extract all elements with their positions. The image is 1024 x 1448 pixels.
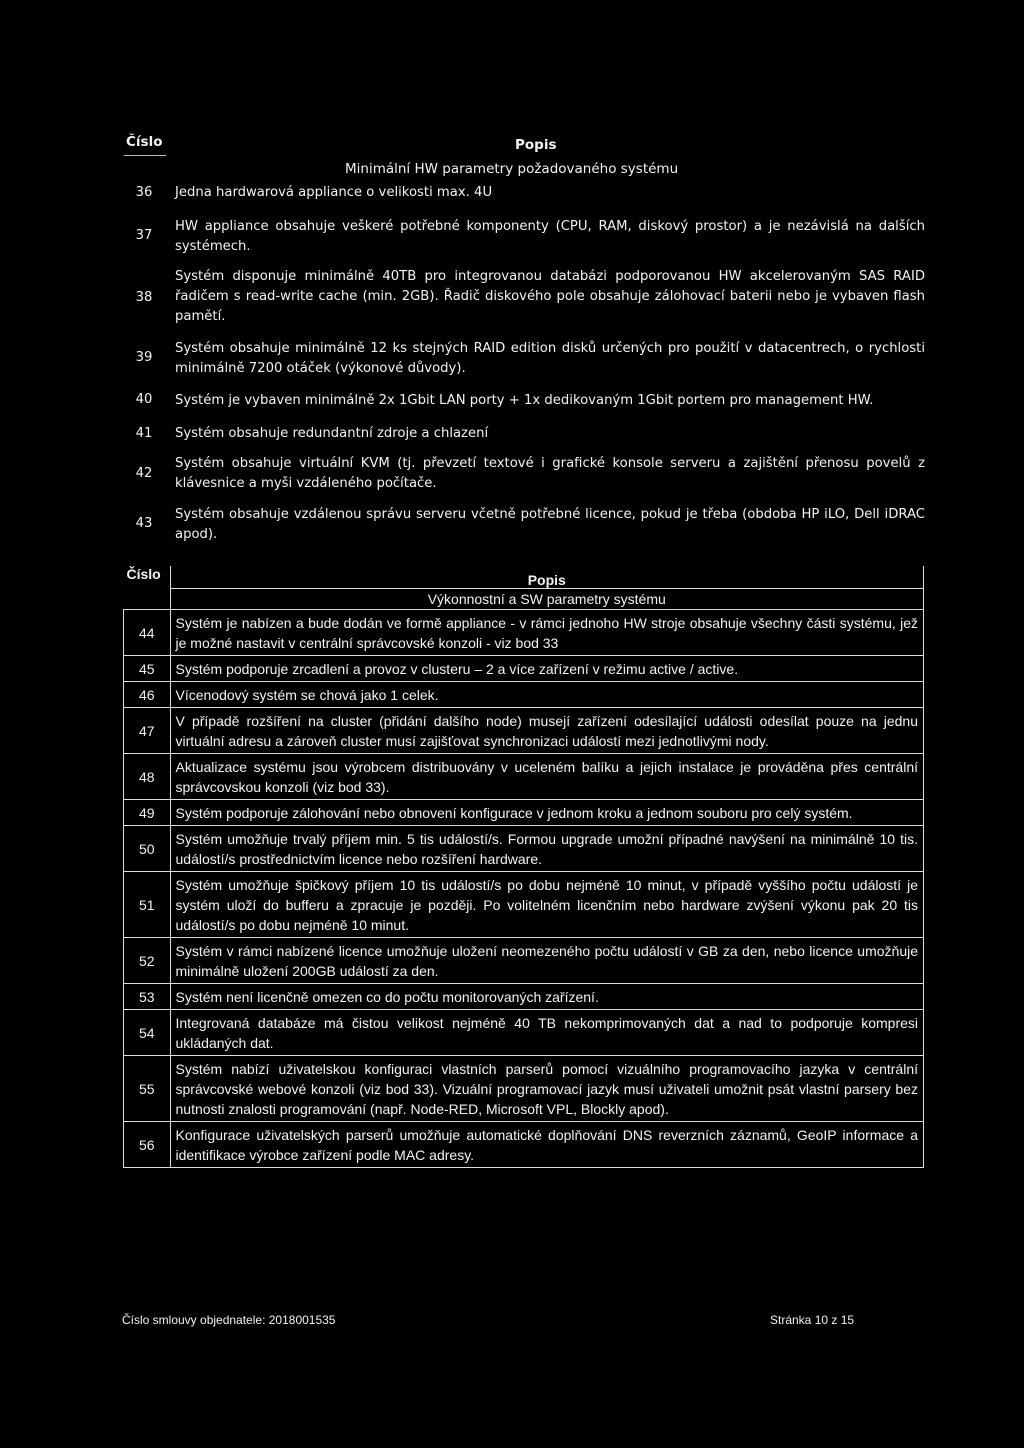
- table-row: [124, 872, 924, 938]
- table2-col-number: Číslo: [124, 566, 171, 589]
- footer-page-number: Stránka 10 z 15: [770, 1313, 855, 1327]
- table2-row-num: 49: [124, 800, 171, 826]
- table-row: [124, 984, 924, 1010]
- table1-row-text: Systém obsahuje virtuální KVM (tj. převzetí textové i grafické konsole serveru a zajištění přenosu povelů z klávesnice a myši vzdáleného počítače.: [175, 456, 925, 491]
- table-row: [124, 938, 924, 984]
- table2-row-num: 53: [124, 984, 171, 1010]
- table1-header-rule: [124, 155, 166, 156]
- table-row: [124, 708, 924, 754]
- table2-header-row: [124, 566, 924, 589]
- table2-row-text: Konfigurace uživatelských parserů umožňuje automatické doplňování DNS reverzních záznamů, GeoIP informace a identifikace výrobce zařízení podle MAC adresy.: [170, 1122, 924, 1168]
- table2-row-text: Systém umožňuje špičkový příjem 10 tis událostí/s po dobu nejméně 10 minut, v případě vyššího počtu událostí je systém uloží do bufferu a zpracuje je později. Po volitelném licenčním nebo hardware zvýšení výkonu pak 20 tis událostí/s po dobu nejméně 10 minut.: [170, 872, 924, 938]
- table2-row-text: Systém v rámci nabízené licence umožňuje uložení neomezeného počtu událostí v GB za den, nebo licence umožňuje minimálně uložení 200GB událostí za den.: [170, 938, 924, 984]
- table1-row-text: Systém je vybaven minimálně 2x 1Gbit LAN porty + 1x dedikovaným 1Gbit portem pro management HW.: [175, 393, 874, 408]
- table-row: [124, 754, 924, 800]
- table2-row-text: Vícenodový systém se chová jako 1 celek.: [170, 682, 924, 708]
- table1-row-text: HW appliance obsahuje veškeré potřebné komponenty (CPU, RAM, diskový prostor) a je nezávislá na dalších systémech.: [175, 219, 925, 254]
- table-row: [124, 1010, 924, 1056]
- table1-row-num: 39: [135, 350, 153, 365]
- table2-row-text: Systém je nabízen a bude dodán ve formě appliance - v rámci jednoho HW stroje obsahuje všechny části systému, jež je možné nastavit v centrální správcovské konzoli - viz bod 33: [170, 610, 924, 656]
- table1-row-num: 37: [135, 228, 153, 243]
- table1-row-num: 38: [135, 290, 153, 305]
- table2-row-num: 52: [124, 938, 171, 984]
- table-row: [124, 826, 924, 872]
- table1-row-num: 42: [135, 466, 153, 481]
- table-row: [124, 656, 924, 682]
- table-row: [124, 610, 924, 656]
- table2-row-num: 51: [124, 872, 171, 938]
- table1-row-text: Systém disponuje minimálně 40TB pro integrovanou databázi podporovanou HW akcelerovaným SAS RAID řadičem s read-write cache (min. 2GB). Řadič diskového pole obsahuje zálohovací baterii nebo je vybaven flash pamětí.: [175, 269, 925, 324]
- table1-row-num: 43: [135, 516, 153, 531]
- table1-row-text: Jedna hardwarová appliance o velikosti max. 4U: [175, 185, 493, 200]
- table2-row-num: 45: [124, 656, 171, 682]
- table2-row-num: 47: [124, 708, 171, 754]
- table2-row-num: 56: [124, 1122, 171, 1168]
- table2-row-text: Systém podporuje zrcadlení a provoz v clusteru – 2 a více zařízení v režimu active / active.: [170, 656, 924, 682]
- table1-col-number: Číslo: [126, 134, 163, 150]
- footer-contract-number: Číslo smlouvy objednatele: 2018001535: [122, 1313, 336, 1327]
- table2-row-num: 44: [124, 610, 171, 656]
- table2-row-text: Aktualizace systému jsou výrobcem distribuovány v uceleném balíku a jejich instalace je prováděna přes centrální správcovskou konzoli (viz bod 33).: [170, 754, 924, 800]
- table1-col-desc: Popis: [515, 137, 557, 153]
- table2: [123, 566, 924, 1168]
- table2-section-row: [124, 589, 924, 610]
- table2-row-text: Systém umožňuje trvalý příjem min. 5 tis událostí/s. Formou upgrade umožní případné navýšení na minimálně 10 tis. událostí/s prostřednictvím licence nebo rozšíření hardware.: [170, 826, 924, 872]
- table-row: [124, 1122, 924, 1168]
- table1-row-num: 41: [135, 426, 153, 441]
- table2-row-num: 54: [124, 1010, 171, 1056]
- table1-row-num: 36: [135, 185, 153, 200]
- table1-section-title: Minimální HW parametry požadovaného systému: [345, 161, 679, 177]
- table1-row-text: Systém obsahuje redundantní zdroje a chlazení: [175, 426, 489, 441]
- table2-row-num: 46: [124, 682, 171, 708]
- table2-section-title: Výkonnostní a SW parametry systému: [170, 589, 924, 610]
- table2-row-text: Integrovaná databáze má čistou velikost nejméně 40 TB nekomprimovaných dat a nad to podporuje kompresi ukládaných dat.: [170, 1010, 924, 1056]
- table2-row-text: Systém podporuje zálohování nebo obnovení konfigurace v jednom kroku a jednom souboru pro celý systém.: [170, 800, 924, 826]
- table2-row-num: 55: [124, 1056, 171, 1122]
- table1-row-text: Systém obsahuje minimálně 12 ks stejných RAID edition disků určených pro použití v datacentrech, o rychlosti minimálně 7200 otáček (výkonové důvody).: [175, 341, 925, 376]
- table-row: [124, 682, 924, 708]
- table-row: [124, 800, 924, 826]
- table2-row-num: 50: [124, 826, 171, 872]
- table1-row-num: 40: [135, 392, 153, 407]
- table1-row-text: Systém obsahuje vzdálenou správu serveru včetně potřebné licence, pokud je třeba (obdoba HP iLO, Dell iDRAC apod).: [175, 507, 925, 542]
- table-row: [124, 1056, 924, 1122]
- table2-row-text: Systém není licenčně omezen co do počtu monitorovaných zařízení.: [170, 984, 924, 1010]
- table2-col-desc: Popis: [170, 566, 924, 589]
- table2-row-text: V případě rozšíření na cluster (přidání dalšího node) musejí zařízení odesílající události odesílat pouze na jednu virtuální adresu a zároveň cluster musí zajišťovat synchronizaci událostí mezi jednotlivými nody.: [170, 708, 924, 754]
- table2-row-text: Systém nabízí uživatelskou konfiguraci vlastních parserů pomocí vizuálního programovacího jazyka v centrální správcovské webové konzoli (viz bod 33). Vizuální programovací jazyk musí uživateli umožnit psát vlastní parsery bez nutnosti znalosti programování (např. Node-RED, Microsoft VPL, Blockly apod).: [170, 1056, 924, 1122]
- table2-row-num: 48: [124, 754, 171, 800]
